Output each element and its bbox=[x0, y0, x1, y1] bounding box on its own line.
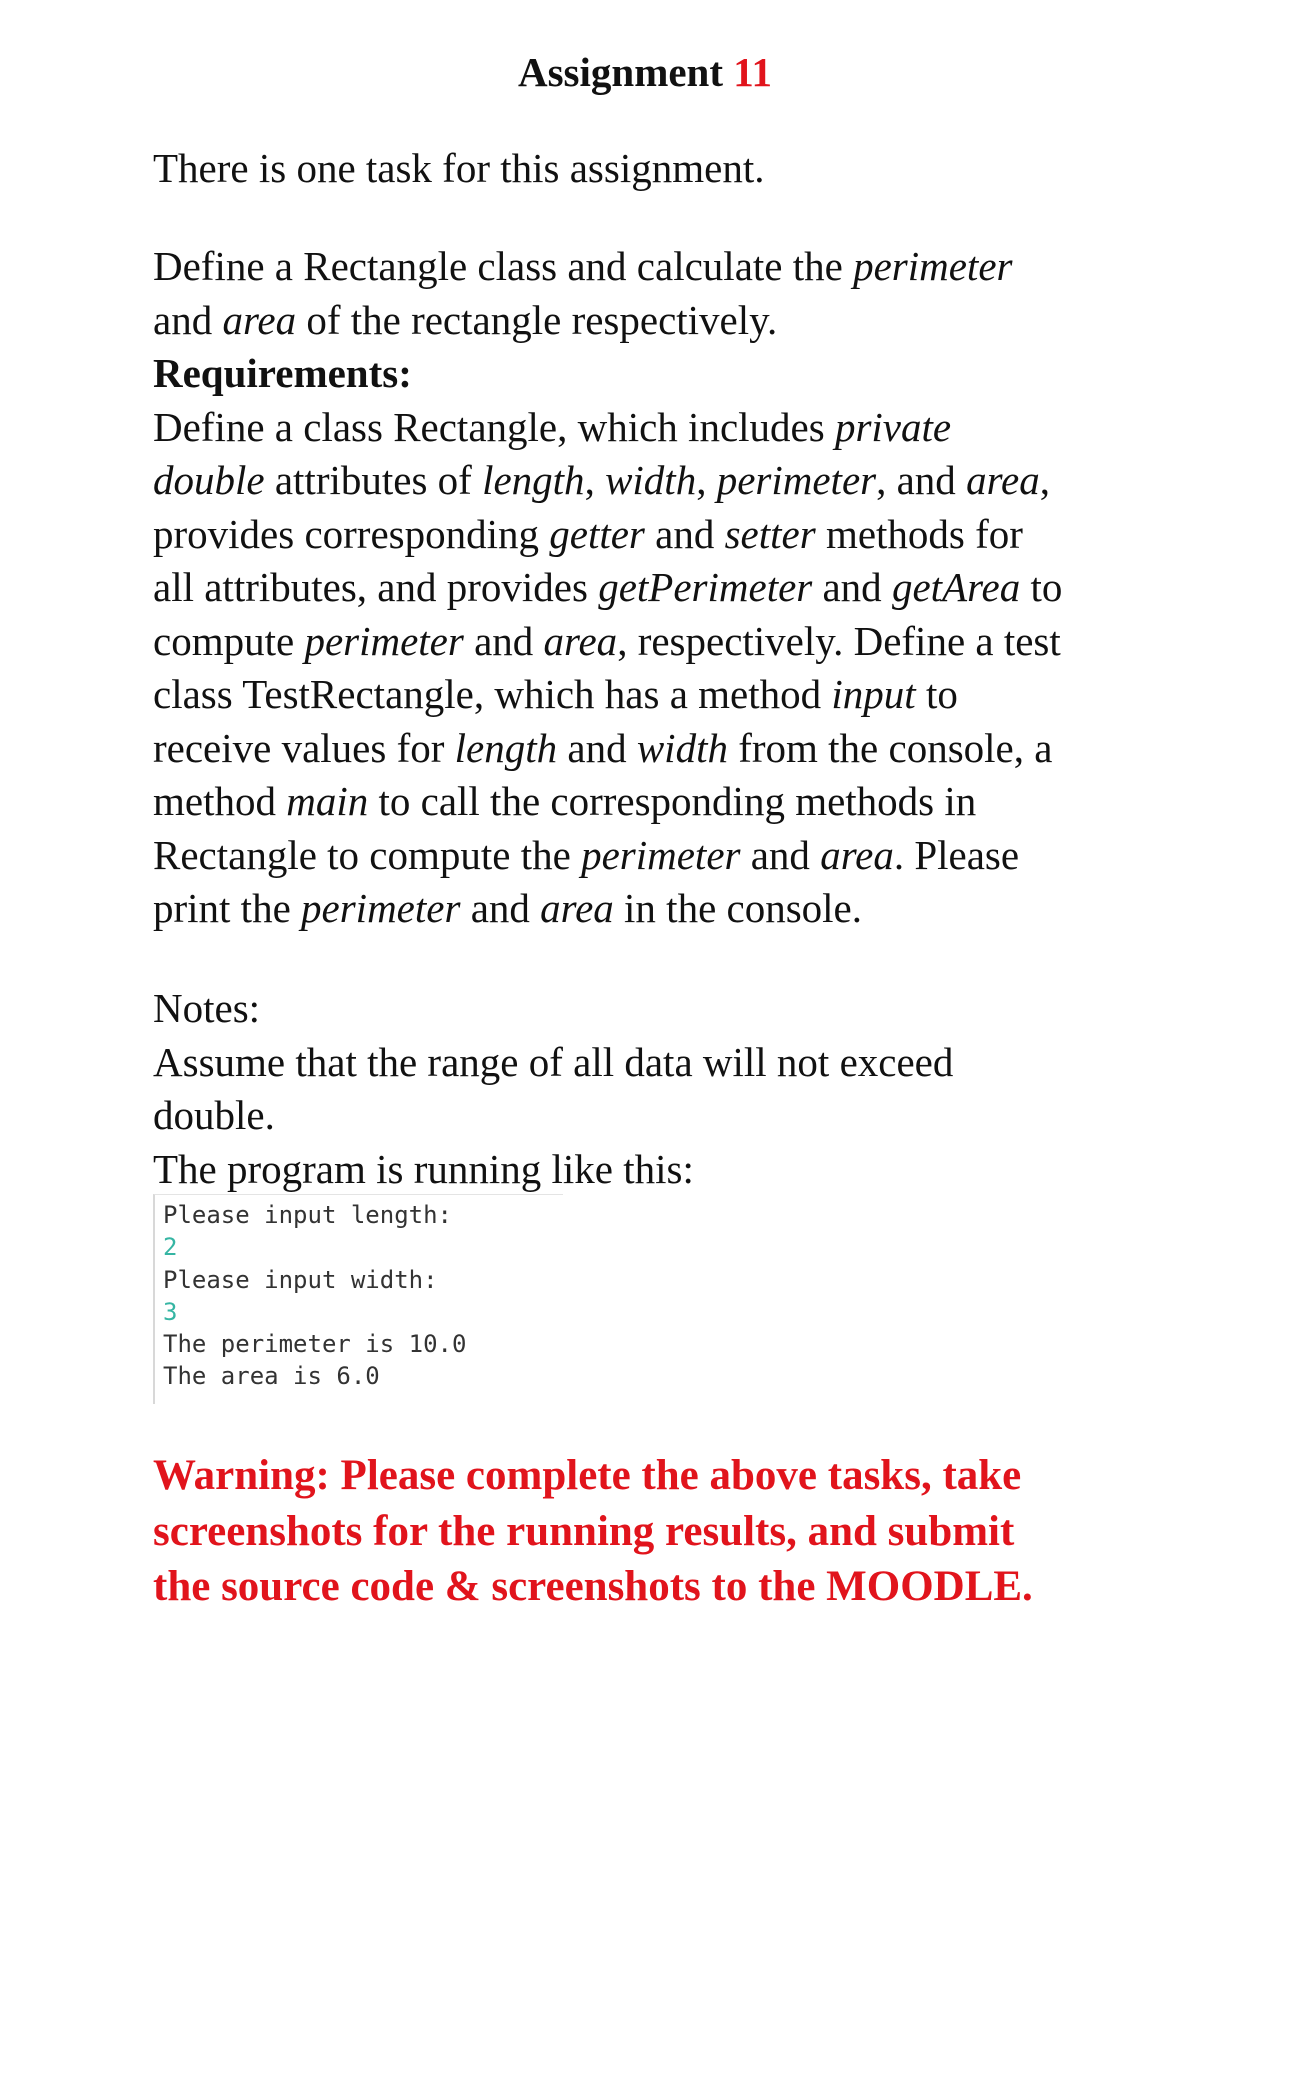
req-text: , bbox=[696, 457, 707, 503]
requirements-line-8 bbox=[153, 775, 1163, 829]
req-term: getPerimeter bbox=[598, 564, 813, 610]
task-line-2 bbox=[153, 294, 1163, 348]
task-text: of the rectangle respectively. bbox=[306, 296, 778, 343]
notes-heading: Notes: bbox=[153, 985, 261, 1031]
req-text: and bbox=[470, 885, 530, 931]
req-term: perimeter bbox=[581, 831, 741, 878]
intro-paragraph bbox=[153, 142, 1163, 196]
req-text: receive values for bbox=[153, 724, 445, 771]
task-section bbox=[153, 240, 1163, 936]
req-text: , and bbox=[876, 457, 956, 503]
console-output-line: Please input width: bbox=[163, 1265, 438, 1294]
req-text: compute bbox=[153, 617, 295, 664]
console-input-line: 2 bbox=[163, 1233, 178, 1262]
notes-line-2: double. bbox=[153, 1092, 275, 1138]
req-term: width bbox=[636, 724, 728, 771]
req-text: Define a class Rectangle, which includes bbox=[153, 403, 825, 450]
requirements-line-2 bbox=[153, 454, 1163, 508]
req-term: getter bbox=[549, 510, 645, 557]
req-term: perimeter bbox=[301, 885, 461, 931]
req-text: to call the corresponding methods in bbox=[378, 778, 977, 824]
req-text: Rectangle to compute the bbox=[153, 831, 571, 878]
req-text: from the console, a bbox=[738, 724, 1053, 771]
req-term: perimeter bbox=[304, 617, 464, 664]
console-input-line: 3 bbox=[163, 1297, 178, 1326]
req-text: all attributes, and provides bbox=[153, 564, 588, 610]
notes-section bbox=[153, 982, 1163, 1196]
req-text: print the bbox=[153, 885, 291, 931]
req-text: to bbox=[925, 671, 958, 717]
req-text: and bbox=[655, 510, 715, 557]
req-term: double bbox=[153, 457, 265, 503]
req-term: area bbox=[543, 617, 618, 664]
req-term: main bbox=[286, 778, 369, 824]
warning-line-2: screenshots for the running results, and submit bbox=[153, 1507, 1015, 1555]
notes-line-3: The program is running like this: bbox=[153, 1145, 694, 1192]
task-term: perimeter bbox=[853, 243, 1013, 289]
req-term: private bbox=[834, 403, 952, 450]
warning-line-1: Warning: Please complete the above tasks, take bbox=[153, 1452, 1022, 1499]
requirements-line-1 bbox=[153, 401, 1163, 455]
req-text: , respectively. Define a test bbox=[617, 617, 1061, 664]
requirements-line-7 bbox=[153, 722, 1163, 776]
warning-line-3: the source code & screenshots to the MOODLE. bbox=[153, 1563, 1033, 1610]
req-text: attributes of bbox=[274, 457, 472, 503]
title-prefix: Assignment bbox=[517, 49, 724, 95]
req-term: area bbox=[820, 831, 894, 878]
notes-line-1: Assume that the range of all data will not exceed bbox=[153, 1038, 954, 1085]
req-text: in the console. bbox=[624, 885, 863, 931]
req-text: and bbox=[474, 617, 534, 664]
requirements-line-4 bbox=[153, 561, 1163, 615]
warning-message bbox=[153, 1448, 1213, 1615]
req-text: , bbox=[584, 457, 595, 503]
req-term: getArea bbox=[891, 564, 1021, 610]
console-output bbox=[153, 1194, 563, 1404]
req-text: and bbox=[567, 724, 627, 771]
req-term: length bbox=[454, 724, 558, 771]
console-output-line: Please input length: bbox=[163, 1201, 452, 1229]
req-term: length bbox=[482, 457, 585, 503]
requirements-line-10 bbox=[153, 882, 1163, 936]
req-text: class TestRectangle, which has a method bbox=[153, 671, 822, 717]
task-text: and bbox=[153, 296, 213, 343]
req-text: provides corresponding bbox=[153, 510, 539, 557]
req-text: to bbox=[1030, 564, 1063, 610]
page-title bbox=[0, 44, 1290, 100]
req-term: input bbox=[831, 671, 916, 717]
task-line-1 bbox=[153, 240, 1163, 294]
req-text: methods for bbox=[825, 510, 1023, 557]
req-text: method bbox=[153, 778, 276, 824]
requirements-line-3 bbox=[153, 508, 1163, 562]
requirements-heading: Requirements: bbox=[153, 350, 412, 396]
requirements-line-6 bbox=[153, 668, 1163, 722]
req-term: area bbox=[966, 457, 1040, 503]
req-term: width bbox=[605, 457, 697, 503]
task-term: area bbox=[222, 296, 297, 343]
req-text: and bbox=[822, 564, 882, 610]
req-term: area bbox=[540, 885, 614, 931]
console-output-line: The area is 6.0 bbox=[163, 1362, 380, 1391]
task-text: Define a Rectangle class and calculate the bbox=[153, 243, 843, 289]
req-text: . Please bbox=[893, 831, 1020, 878]
requirements-line-5 bbox=[153, 615, 1163, 669]
req-text: , bbox=[1039, 457, 1050, 503]
intro-text: There is one task for this assignment. bbox=[153, 145, 765, 191]
title-number: 11 bbox=[733, 49, 773, 95]
requirements-line-9 bbox=[153, 829, 1163, 883]
req-text: and bbox=[750, 831, 810, 878]
console-output-line: The perimeter is 10.0 bbox=[163, 1330, 467, 1359]
req-term: setter bbox=[724, 510, 816, 557]
req-term: perimeter bbox=[716, 457, 877, 503]
